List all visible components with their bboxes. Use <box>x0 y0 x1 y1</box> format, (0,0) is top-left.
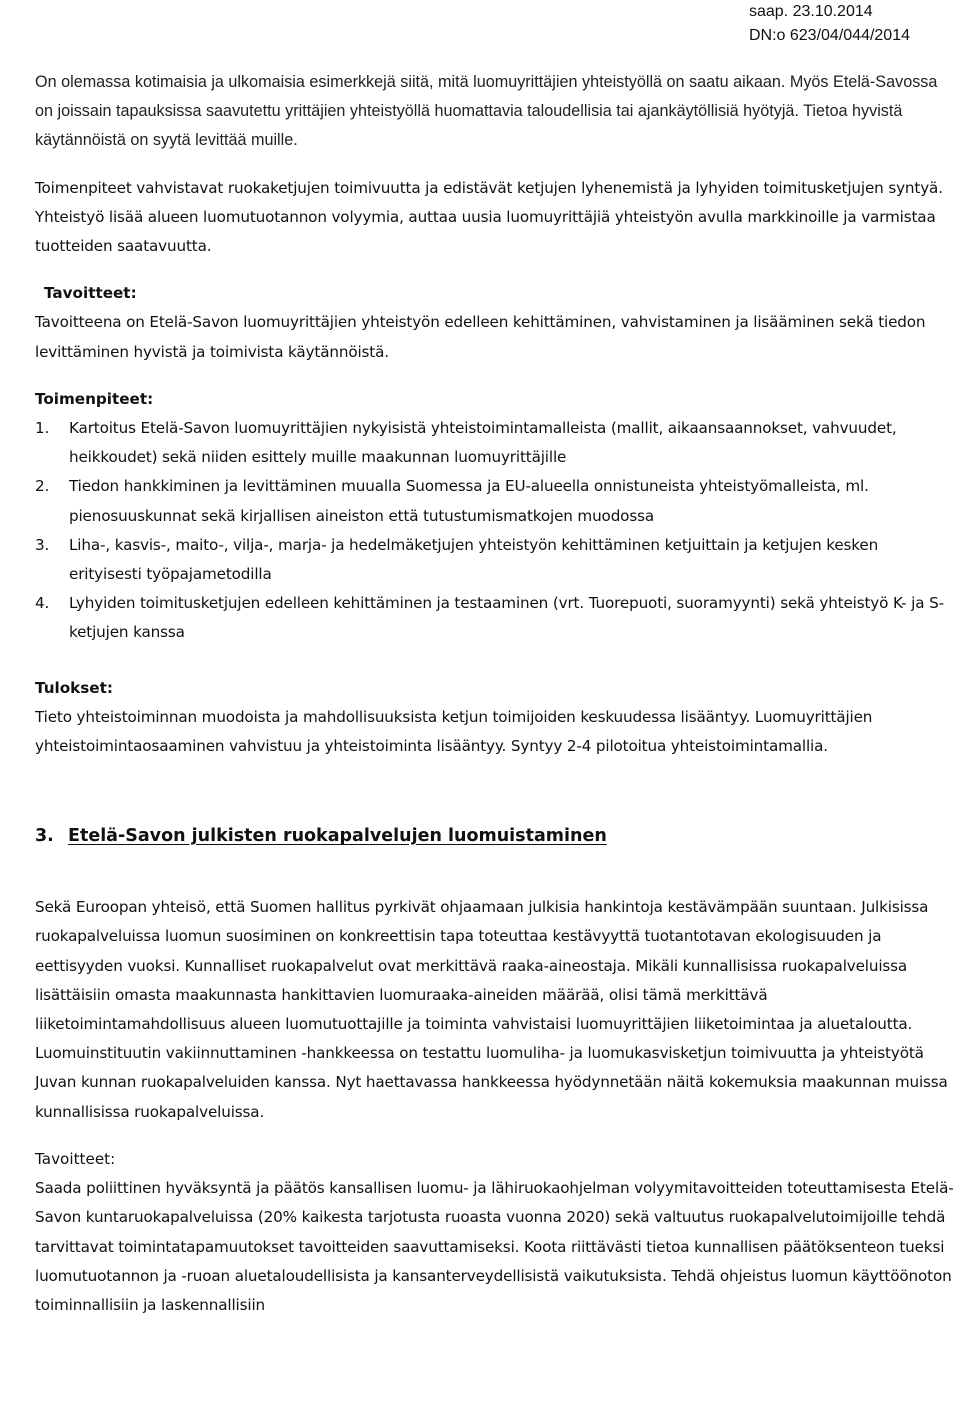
list-item <box>35 589 955 647</box>
list-item <box>35 472 955 530</box>
section-3-body: Sekä Euroopan yhteisö, että Suomen hallitus pyrkivät ohjaamaan julkisia hankintoja kestävämpään suuntaan. Julkisissa ruokapalveluissa luomun suosiminen on konkreettisin tapa toteuttaa kestävyyttä tuotantotavan ekologisuuden ja eettisyyden vuoksi. Kunnalliset ruokapalvelut ovat merkittävä raaka-aineostaja. Mikäli kunnallisissa ruokapalveluissa lisättäisiin omasta maakunnasta hankittavien luomuraaka-aineiden määrää, olisi tämä merkittävä liiketoimintamahdollisuus alueen luomutuottajille ja toiminta vahvistaisi luomuyrittäjien liiketoimintaa ja aluetaloutta. Luomuinstituutin vakiinnuttaminen -hankkeessa on testattu luomuliha- ja luomukasvisketjun toimivuutta ja yhteistyötä Juvan kunnan ruokapalveluiden kanssa. Nyt haettavassa hankkeessa hyödynnetään näitä kokemuksia maakunnan muissa kunnallisissa ruokapalveluissa. <box>35 898 948 1121</box>
actions-heading: Toimenpiteet: <box>35 389 154 408</box>
section-3-goals-heading: Tavoitteet: <box>35 1149 116 1168</box>
list-item-text: Kartoitus Etelä-Savon luomuyrittäjien nykyisistä yhteistoimintamalleista (mallit, aikaansaannokset, vahvuudet, heikkoudet) sekä niiden esittely muille maakunnan luomuyrittäjille <box>69 419 897 467</box>
results-heading: Tulokset: <box>35 678 113 697</box>
list-item-text: Liha-, kasvis-, maito-, vilja-, marja- ja hedelmäketjujen yhteistyön kehittäminen ketjuittain ja ketjujen kesken erityisesti työpajametodilla <box>69 535 879 584</box>
section-title-text: Etelä-Savon julkisten ruokapalvelujen luomuistaminen <box>68 826 607 847</box>
goals-heading: Tavoitteet: <box>44 284 137 303</box>
list-item-number: 4. <box>35 594 50 613</box>
list-item-text: Tiedon hankkiminen ja levittäminen muualla Suomessa ja EU-alueella onnistuneista yhteistyömalleista, ml. pienosuuskunnat sekä kirjallisen aineiston että tutustumismatkojen muodossa <box>69 477 869 525</box>
list-item <box>35 531 955 589</box>
actions-list <box>35 414 955 648</box>
goals-text: Tavoitteena on Etelä-Savon luomuyrittäjien yhteistyön edelleen kehittäminen, vahvistaminen ja lisääminen sekä tiedon levittäminen hyvistä ja toimivista käytännöistä. <box>35 313 926 361</box>
list-item-number: 2. <box>35 477 50 496</box>
intro-paragraph-2: Toimenpiteet vahvistavat ruokaketjujen toimivuutta ja edistävät ketjujen lyhenemistä ja lyhyiden toimitusketjujen syntyä. Yhteistyö lisää alueen luomutuotannon volyymia, auttaa uusia luomuyrittäjiä yhteistyön avulla markkinoille ja varmistaa tuotteiden saatavuutta. <box>35 178 943 256</box>
diary-number: DN:o 623/04/044/2014 <box>748 27 910 44</box>
document-header <box>749 0 910 48</box>
list-item <box>35 414 955 472</box>
results-text: Tieto yhteistoiminnan muodoista ja mahdollisuuksista ketjun toimijoiden keskuudessa lisääntyy. Luomuyrittäjien yhteistoimintaosaaminen vahvistuu ja yhteistoiminta lisääntyy. Syntyy 2-4 pilotoitua yhteistoimintamallia. <box>35 707 873 756</box>
section-number: 3. <box>35 826 54 847</box>
list-item-text: Lyhyiden toimitusketjujen edelleen kehittäminen ja testaaminen (vrt. Tuorepuoti, suoramyynti) sekä yhteistyö K- ja S-ketjujen kanssa <box>69 594 944 642</box>
list-item-number: 3. <box>35 535 50 554</box>
received-date: saap. 23.10.2014 <box>748 3 873 20</box>
list-item-number: 1. <box>35 419 50 438</box>
section-3-title <box>35 821 955 851</box>
section-3-goals-text: Saada poliittinen hyväksyntä ja päätös kansallisen luomu- ja lähiruokaohjelman volyymitavoitteiden toteuttamisesta Etelä-Savon kuntaruokapalveluissa (20% kaikesta tarjotusta ruoasta vuonna 2020) sekä valtuutus ruokapalvelutoimijoille tehdä tarvittavat toimintatapamuutokset tavoitteiden saavuttamiseksi. Koota riittävästi tietoa kunnallisen päätöksenteon tueksi luomutuotannon ja -ruoan aluetaloudellisista ja kansanterveydellisistä vaikutuksista. Tehdä ohjeistus luomun käyttöönoton toiminnallisiin ja laskennallisiin <box>35 1179 954 1314</box>
document-body <box>35 68 955 1320</box>
intro-paragraph-1: On olemassa kotimaisia ja ulkomaisia esimerkkejä siitä, mitä luomuyrittäjien yhteistyöllä on saatu aikaan. Myös Etelä-Savossa on joissain tapauksissa saavutettu yrittäjien yhteistyöllä huomattavia taloudellisia tai ajankäytöllisiä hyötyjä. Tietoa hyvistä käytännöistä on syytä levittää muille. <box>35 73 938 150</box>
